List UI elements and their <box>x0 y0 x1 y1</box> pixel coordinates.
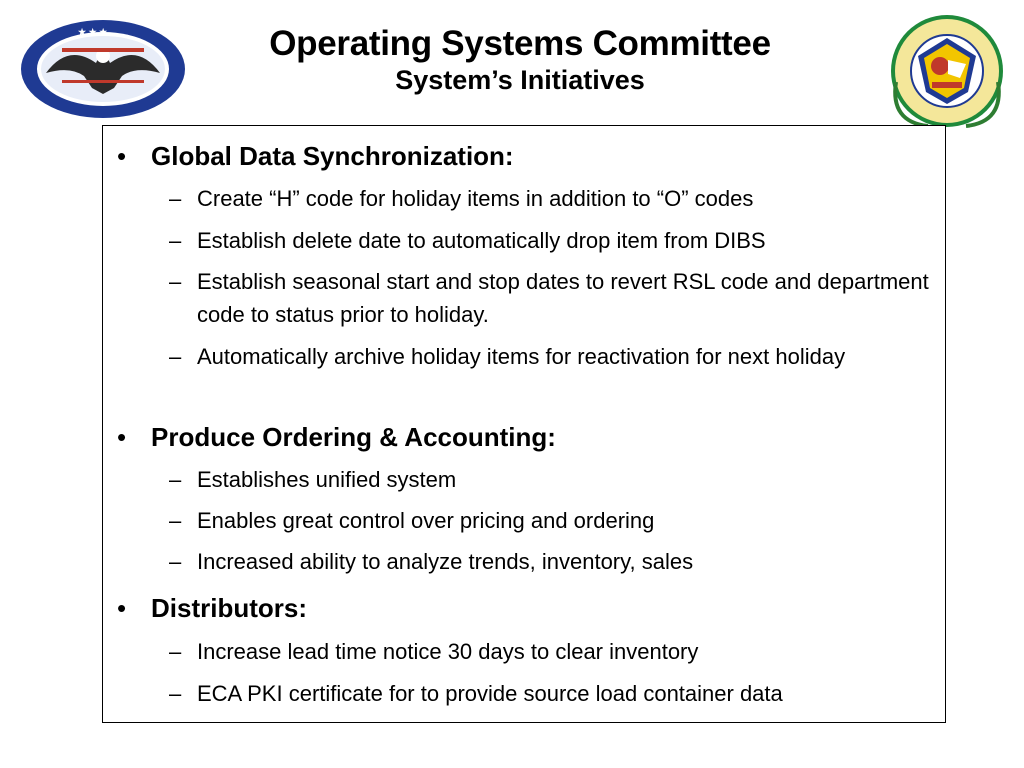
dash-marker: – <box>169 639 182 664</box>
section-heading-text: Produce Ordering & Accounting: <box>151 422 556 452</box>
dash-marker: – <box>169 549 182 574</box>
list-item-text: Establishes unified system <box>197 467 457 492</box>
dash-marker: – <box>169 344 182 369</box>
list-item-text: Automatically archive holiday items for reactivation for next holiday <box>197 344 846 369</box>
deca-logo <box>888 12 1006 130</box>
list-item-text: Establish seasonal start and stop dates to revert RSL code and department code to status prior to holiday. <box>197 269 929 327</box>
bullet-marker: • <box>117 422 127 452</box>
title-area <box>200 24 840 96</box>
list-item-text: Enables great control over pricing and ordering <box>197 508 655 533</box>
bullet-marker: • <box>117 593 127 623</box>
section-heading-text: Global Data Synchronization: <box>151 141 514 171</box>
dash-marker: – <box>169 467 182 492</box>
content-box <box>102 125 946 723</box>
ala-logo <box>18 18 188 120</box>
dash-marker: – <box>169 228 182 253</box>
bullet-marker: • <box>117 141 127 171</box>
slide-title: Operating Systems Committee <box>269 24 771 63</box>
dash-marker: – <box>169 681 182 706</box>
list-item-text: Increased ability to analyze trends, inventory, sales <box>197 549 694 574</box>
section-heading-text: Distributors: <box>151 593 307 623</box>
list-item-text: ECA PKI certificate for to provide source load container data <box>197 681 783 706</box>
svg-text:★ ★ ★: ★ ★ ★ <box>78 27 108 37</box>
dash-marker: – <box>169 508 182 533</box>
dash-marker: – <box>169 186 182 211</box>
slide-subtitle: System’s Initiatives <box>395 65 645 95</box>
list-item-text: Establish delete date to automatically drop item from DIBS <box>197 228 766 253</box>
list-item-text: Increase lead time notice 30 days to clear inventory <box>197 639 699 664</box>
dash-marker: – <box>169 269 182 294</box>
list-item-text: Create “H” code for holiday items in addition to “O” codes <box>197 186 754 211</box>
